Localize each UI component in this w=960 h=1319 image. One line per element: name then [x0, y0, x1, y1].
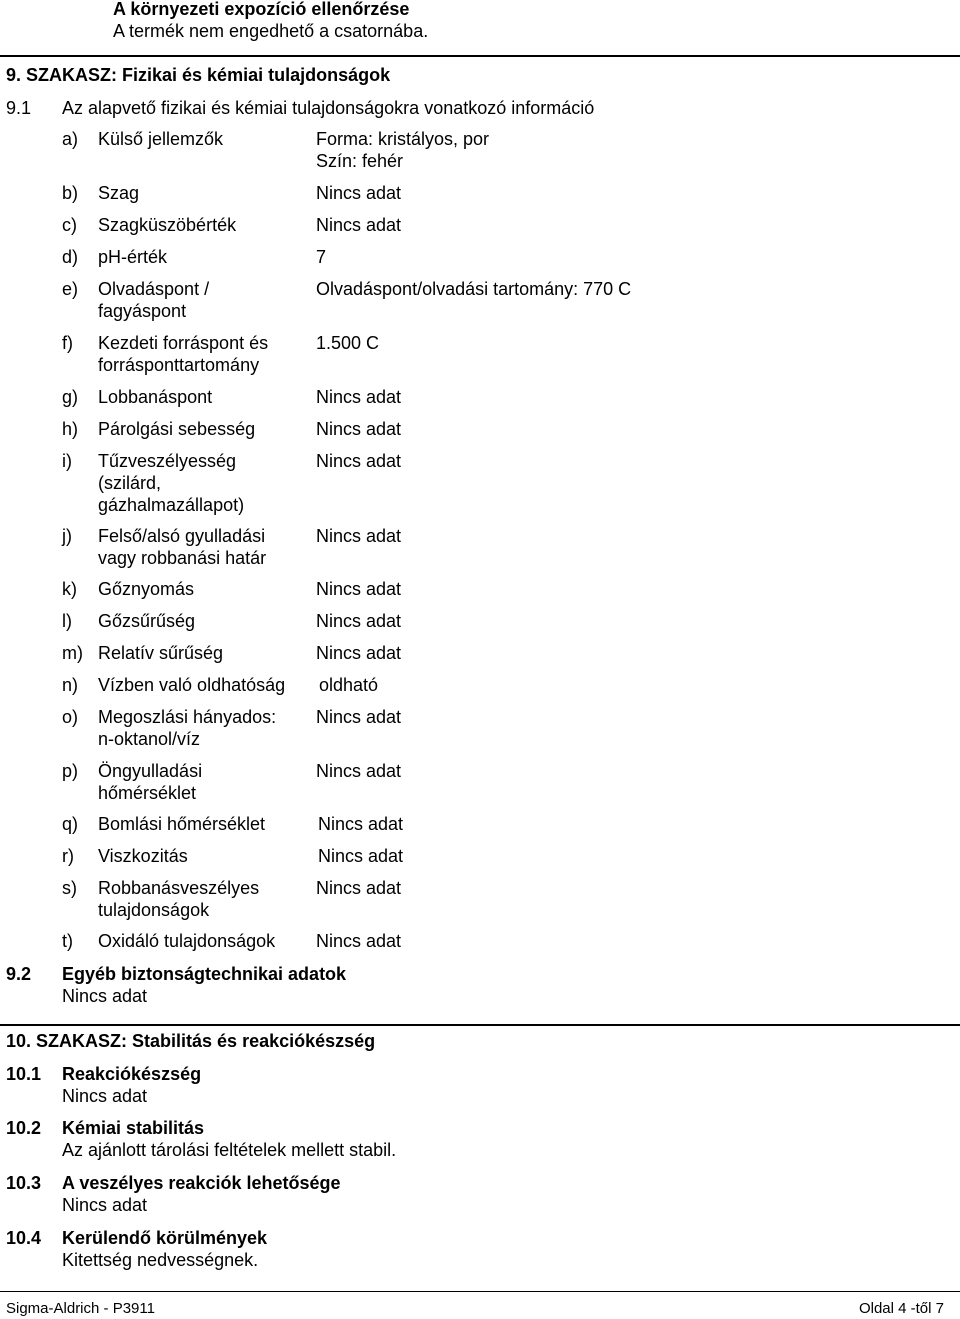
- subsection-10-1-number: 10.1: [6, 1064, 42, 1084]
- property-label: n-oktanol/víz: [98, 729, 201, 749]
- property-label: Külső jellemzők: [98, 129, 224, 149]
- property-key: r): [62, 846, 74, 866]
- property-value: Nincs adat: [316, 611, 402, 631]
- property-value: Nincs adat: [316, 215, 402, 235]
- property-value: Nincs adat: [316, 761, 402, 781]
- property-label: hőmérséklet: [98, 783, 197, 803]
- property-label: Bomlási hőmérséklet: [98, 814, 266, 834]
- subsection-10-2-text: Az ajánlott tárolási feltételek mellett stabil.: [62, 1140, 397, 1160]
- property-label: Felső/alsó gyulladási: [98, 526, 266, 546]
- property-key: m): [62, 643, 83, 663]
- property-key: q): [62, 814, 79, 834]
- property-label: Szag: [98, 183, 140, 203]
- property-label: fagyáspont: [98, 301, 187, 321]
- property-value: Nincs adat: [316, 526, 402, 546]
- property-value: Nincs adat: [316, 183, 402, 203]
- property-key: l): [62, 611, 72, 631]
- property-value: Szín: fehér: [316, 151, 404, 171]
- subsection-10-3-title: A veszélyes reakciók lehetősége: [62, 1173, 341, 1193]
- property-value: Nincs adat: [318, 814, 404, 834]
- property-label: gázhalmazállapot): [98, 495, 245, 515]
- subsection-9-2-number: 9.2: [6, 964, 32, 984]
- property-value: Nincs adat: [316, 643, 402, 663]
- section-divider: [0, 55, 960, 57]
- property-label: Olvadáspont /: [98, 279, 210, 299]
- property-value: Nincs adat: [316, 387, 402, 407]
- subsection-10-2-title: Kémiai stabilitás: [62, 1118, 205, 1138]
- property-label: Gőzsűrűség: [98, 611, 196, 631]
- property-label: forrásponttartomány: [98, 355, 260, 375]
- property-label: Lobbanáspont: [98, 387, 213, 407]
- property-value: oldható: [319, 675, 379, 695]
- property-label: Megoszlási hányados:: [98, 707, 277, 727]
- property-key: d): [62, 247, 79, 267]
- property-value: Nincs adat: [318, 846, 404, 866]
- property-value: 1.500 C: [316, 333, 380, 353]
- property-label: Kezdeti forráspont és: [98, 333, 269, 353]
- subsection-10-4-title: Kerülendő körülmények: [62, 1228, 268, 1248]
- property-key: a): [62, 129, 79, 149]
- property-label: Relatív sűrűség: [98, 643, 224, 663]
- property-label: (szilárd,: [98, 473, 162, 493]
- property-label: vagy robbanási határ: [98, 548, 267, 568]
- property-key: h): [62, 419, 79, 439]
- subsection-9-2-title: Egyéb biztonságtechnikai adatok: [62, 964, 347, 984]
- property-label: Robbanásveszélyes: [98, 878, 260, 898]
- property-label: Vízben való oldhatóság: [98, 675, 286, 695]
- property-key: b): [62, 183, 79, 203]
- property-key: k): [62, 579, 77, 599]
- subsection-10-3-text: Nincs adat: [62, 1195, 148, 1215]
- subsection-10-3-number: 10.3: [6, 1173, 42, 1193]
- property-key: o): [62, 707, 79, 727]
- property-value: 7: [316, 247, 327, 267]
- property-key: c): [62, 215, 77, 235]
- section-10-heading: 10. SZAKASZ: Stabilitás és reakciókészség: [6, 1031, 376, 1051]
- property-label: tulajdonságok: [98, 900, 210, 920]
- property-value: Nincs adat: [316, 419, 402, 439]
- property-value: Nincs adat: [316, 451, 402, 471]
- property-label: Gőznyomás: [98, 579, 195, 599]
- header-line-1: A környezeti expozíció ellenőrzése: [113, 0, 410, 19]
- property-value: Nincs adat: [316, 579, 402, 599]
- property-key: t): [62, 931, 73, 951]
- section-divider: [0, 1024, 960, 1026]
- footer-product-id: Sigma-Aldrich - P3911: [6, 1300, 155, 1317]
- property-key: s): [62, 878, 77, 898]
- property-value: Nincs adat: [316, 931, 402, 951]
- property-key: n): [62, 675, 79, 695]
- property-key: f): [62, 333, 73, 353]
- subsection-10-1-title: Reakciókészség: [62, 1064, 202, 1084]
- property-label: Öngyulladási: [98, 761, 203, 781]
- property-key: e): [62, 279, 79, 299]
- property-value: Forma: kristályos, por: [316, 129, 490, 149]
- property-value: Nincs adat: [316, 707, 402, 727]
- subsection-9-1-title: Az alapvető fizikai és kémiai tulajdonságokra vonatkozó információ: [62, 98, 595, 118]
- subsection-10-4-text: Kitettség nedvességnek.: [62, 1250, 259, 1270]
- property-key: g): [62, 387, 79, 407]
- property-label: Viszkozitás: [98, 846, 188, 866]
- property-label: Szagküszöbérték: [98, 215, 237, 235]
- property-value: Olvadáspont/olvadási tartomány: 770 C: [316, 279, 632, 299]
- subsection-9-2-text: Nincs adat: [62, 986, 148, 1006]
- subsection-10-1-text: Nincs adat: [62, 1086, 148, 1106]
- property-value: Nincs adat: [316, 878, 402, 898]
- property-label: Tűzveszélyesség: [98, 451, 237, 471]
- subsection-10-4-number: 10.4: [6, 1228, 42, 1248]
- footer-page-number: Oldal 4 -től 7: [858, 1300, 944, 1317]
- property-label: Oxidáló tulajdonságok: [98, 931, 276, 951]
- property-key: p): [62, 761, 79, 781]
- property-key: i): [62, 451, 72, 471]
- subsection-10-2-number: 10.2: [6, 1118, 42, 1138]
- footer-divider: [0, 1291, 960, 1292]
- property-label: pH-érték: [98, 247, 168, 267]
- property-label: Párolgási sebesség: [98, 419, 256, 439]
- subsection-9-1-number: 9.1: [6, 98, 32, 118]
- property-key: j): [62, 526, 72, 546]
- section-9-heading: 9. SZAKASZ: Fizikai és kémiai tulajdonságok: [6, 65, 391, 85]
- header-line-2: A termék nem engedhető a csatornába.: [113, 21, 429, 41]
